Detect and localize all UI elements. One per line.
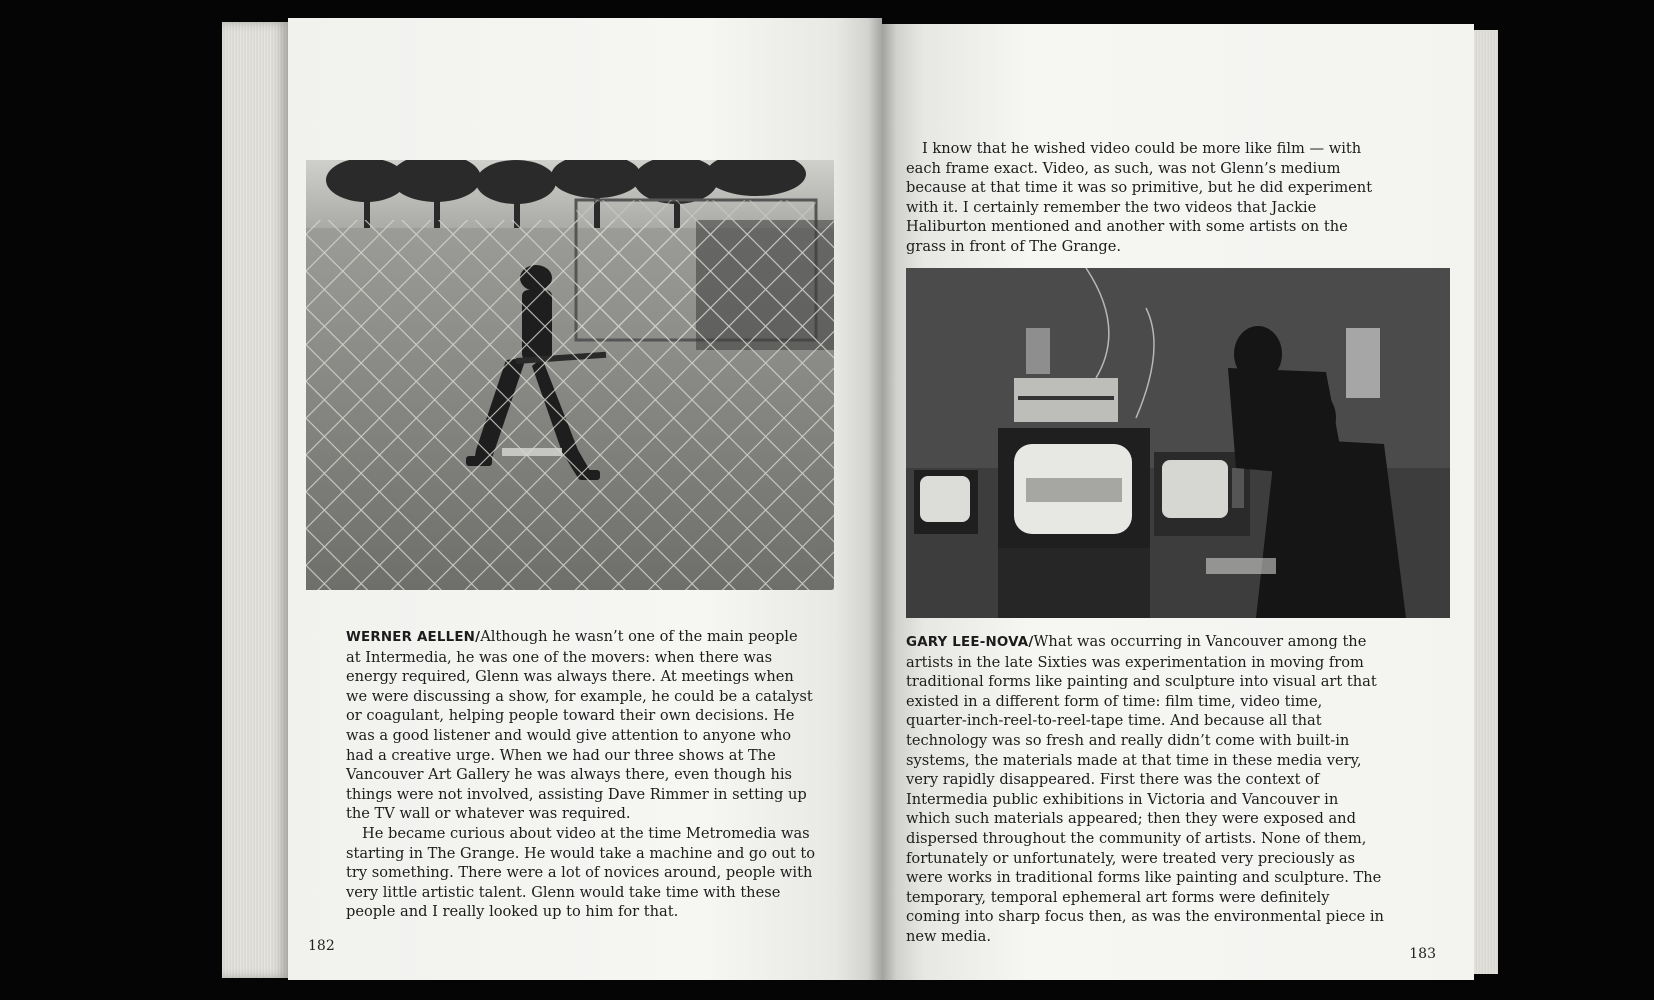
video-studio-photo — [906, 268, 1450, 618]
intro-text — [906, 139, 1376, 257]
baseball-photo-illustration — [306, 160, 834, 590]
paragraph: I know that he wished video could be more like film — with each frame exact. Video, as such, was not Glenn’s medium because at that time it was so primitive, but he did experiment with it. I certainly remember the two videos that Jackie Haliburton mentioned and another with some artists on the grass in front of The Grange. — [906, 140, 1373, 255]
page-edges-left — [222, 22, 288, 978]
speaker-name: GARY LEE-NOVA/ — [906, 635, 1034, 650]
paragraph: He became curious about video at the time Metromedia was starting in The Grange. He would take a machine and go out to try something. There were a lot of novices around, people with very little artistic talent. Glenn would take time with these people and I really looked up to him for that. — [346, 824, 816, 921]
paragraph: What was occurring in Vancouver among the artists in the late Sixties was experimentation in moving from traditional forms like painting and sculpture into visual art that existed in a different form of time: film time, video time, quarter-inch-reel-to-reel-tape time. And because all that technology was so fresh and really didn’t come with built-in systems, the materials made at that time in these media very, very rapidly disappeared. First there was the context of Intermedia public exhibitions in Victoria and Vancouver in which such materials appeared; then they were exposed and dispersed throughout the community of artists. None of them, fortunately or unfortunately, were treated very preciously as were works in traditional forms like painting and sculpture. The temporary, temporal ephemeral art forms were definitely coming into sharp focus then, as was the environmental piece in new media. — [906, 633, 1384, 945]
left-page — [288, 18, 882, 980]
video-studio-photo-illustration — [906, 268, 1450, 618]
right-page — [882, 24, 1474, 980]
gary-lee-nova-text — [906, 632, 1386, 947]
open-book — [222, 18, 1498, 980]
page-number: 183 — [1409, 946, 1436, 962]
page-edges-right — [1474, 30, 1498, 974]
paragraph: Although he wasn’t one of the main people at Intermedia, he was one of the movers: when there was energy required, Glenn was always there. At meetings when we were discussing a show, for example, he could be a catalyst or coagulant, helping people toward their own decisions. He was a good listener and would give attention to anyone who had a creative urge. When we had our three shows at The Vancouver Art Gallery he was always there, even though his things were not involved, assisting Dave Rimmer in setting up the TV wall or whatever was required. — [346, 628, 813, 823]
page-number: 182 — [308, 938, 335, 954]
speaker-name: WERNER AELLEN/ — [346, 630, 481, 645]
baseball-photo — [306, 160, 834, 590]
werner-aellen-text — [346, 627, 816, 922]
